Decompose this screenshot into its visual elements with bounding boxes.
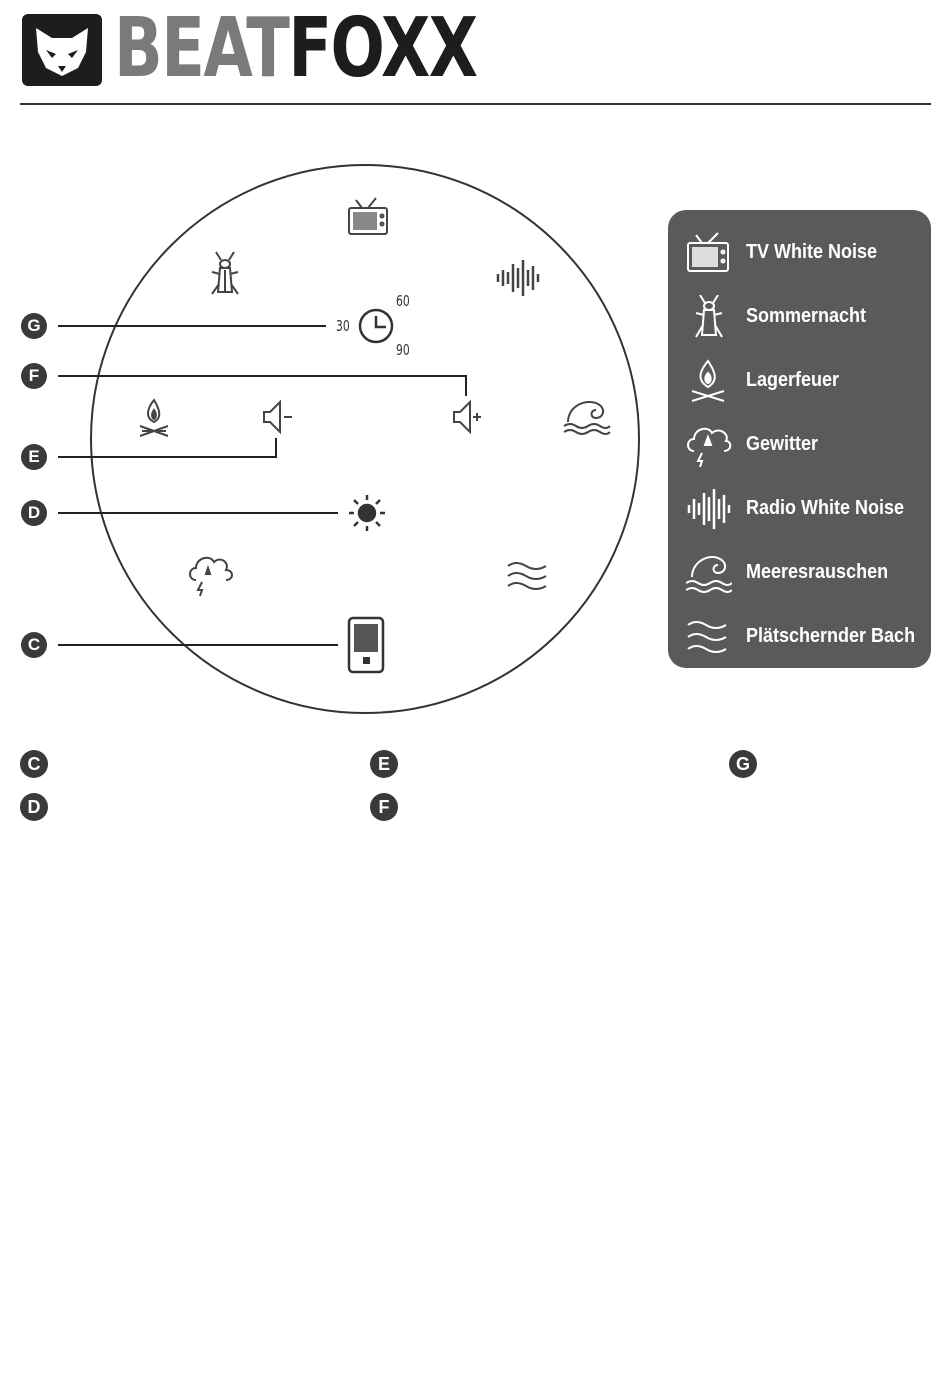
fox-head-icon [22,14,102,86]
legend-label: Radio White Noise [746,497,905,519]
marker-e: E [21,444,47,470]
key-marker-e: E [370,750,398,778]
stream-icon [686,615,732,659]
marker-c: C [21,632,47,658]
key-marker-d: D [20,793,48,821]
soundwave-icon [498,260,538,296]
header-divider [20,103,931,105]
legend-label: Plätschernder Bach [746,625,916,647]
timer-label-60: 60 [396,292,410,310]
sound-legend [668,210,931,668]
callout-line-f [58,376,466,396]
marker-f: F [21,363,47,389]
cricket-icon [686,295,732,339]
clock-icon [360,310,392,342]
volume-up-icon [454,402,481,432]
cricket-icon [212,252,238,294]
sun-icon [349,495,385,531]
ocean-wave-icon [686,551,732,595]
legend-item-gewitter [668,415,931,475]
marker-d: D [21,500,47,526]
marker-g: G [21,313,47,339]
storm-cloud-icon [686,423,732,467]
legend-item-radio-white-noise [668,479,931,539]
key-marker-f: F [370,793,398,821]
tv-icon [349,198,387,234]
legend-item-tv-white-noise [668,223,931,283]
legend-label: TV White Noise [746,241,878,263]
key-marker-g: G [729,750,757,778]
timer-label-30: 30 [336,317,350,335]
tv-icon [686,231,732,275]
legend-item-lagerfeuer [668,351,931,411]
soundwave-icon [686,487,732,531]
stream-icon [508,563,546,589]
timer-label-90: 90 [396,341,410,359]
legend-item-plaetschernder-bach [668,607,931,667]
legend-label: Sommernacht [746,305,867,327]
storm-cloud-icon [190,558,232,596]
header [0,0,950,110]
legend-item-sommernacht [668,287,931,347]
volume-down-icon [264,402,292,432]
ocean-wave-icon [564,402,610,434]
brand-part1: BEAT [114,1,289,96]
legend-label: Gewitter [746,433,819,455]
brand-wordmark [114,1,477,96]
campfire-icon [686,359,732,403]
phone-icon [349,618,383,672]
legend-item-meeresrauschen [668,543,931,603]
key-marker-c: C [20,750,48,778]
campfire-icon [140,400,168,436]
legend-label: Lagerfeuer [746,369,840,391]
legend-label: Meeresrauschen [746,561,889,583]
brand-part2: FOXX [288,1,477,96]
